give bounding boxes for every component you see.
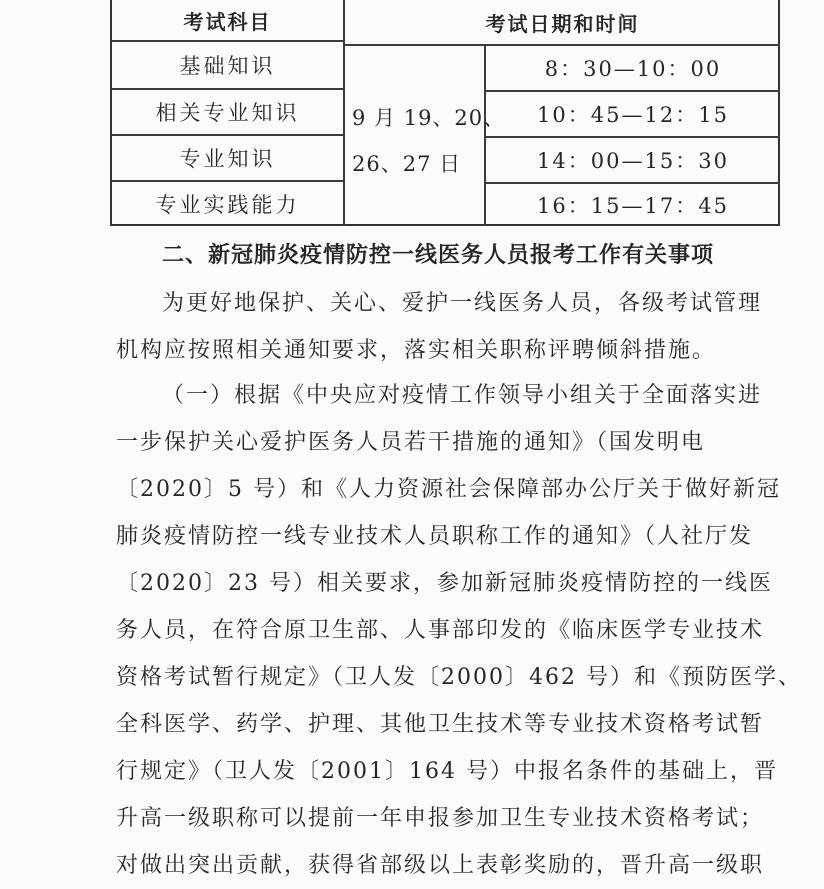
time-cell: 8：30—10：00: [544, 57, 722, 81]
header-datetime: 考试日期和时间: [485, 11, 640, 36]
text-line: 行规定》（卫人发〔2001〕164 号）中报名条件的基础上，晋: [116, 759, 778, 784]
text-line: 〔2020〕5 号）和《人力资源社会保障部办公厅关于做好新冠: [116, 477, 781, 502]
exam-schedule-table: [110, 0, 780, 226]
text-line: 升高一级职称可以提前一年申报参加卫生专业技术资格考试；: [116, 806, 765, 831]
time-cell: 14：00—15：30: [537, 149, 729, 173]
exam-date-line: 9 月 19、20、: [352, 106, 506, 130]
text-line: 务人员，在符合原卫生部、人事部印发的《临床医学专业技术: [116, 618, 765, 643]
exam-date-cell: [352, 95, 506, 187]
subject-cell: 相关专业知识: [155, 101, 300, 125]
paragraph-policy: [116, 372, 802, 889]
time-cell: 10：45—12：15: [537, 103, 729, 127]
text-line: 一步保护关心爱护医务人员若干措施的通知》（国发明电: [116, 430, 706, 455]
subject-cell: 专业知识: [179, 147, 276, 171]
header-subject: 考试科目: [183, 9, 272, 34]
subject-cell: 专业实践能力: [155, 193, 300, 217]
text-line: 机构应按照相关通知要求，落实相关职称评聘倾斜措施。: [116, 338, 717, 363]
text-line: 对做出突出贡献，获得省部级以上表彰奖励的，晋升高一级职: [116, 853, 765, 878]
paragraph-intro: [116, 280, 796, 374]
text-line: 〔2020〕23 号）相关要求，参加新冠肺炎疫情防控的一线医: [116, 571, 773, 596]
subject-cell: 基础知识: [179, 54, 276, 78]
text-line: 肺炎疫情防控一线专业技术人员职称工作的通知》（人社厅发: [116, 524, 754, 549]
text-line: 全科医学、药学、护理、其他卫生技术等专业技术资格考试暂: [116, 712, 765, 737]
time-cell: 16：15—17：45: [537, 194, 729, 218]
exam-date-line: 26、27 日: [352, 152, 462, 176]
section-heading: 二、新冠肺炎疫情防控一线医务人员报考工作有关事项: [162, 243, 715, 268]
text-line: 为更好地保护、关心、爱护一线医务人员，各级考试管理: [162, 291, 763, 316]
text-line: （一）根据《中央应对疫情工作领导小组关于全面落实进: [162, 383, 763, 408]
text-line: 资格考试暂行规定》（卫人发〔2000〕462 号）和《预防医学、: [116, 665, 802, 690]
